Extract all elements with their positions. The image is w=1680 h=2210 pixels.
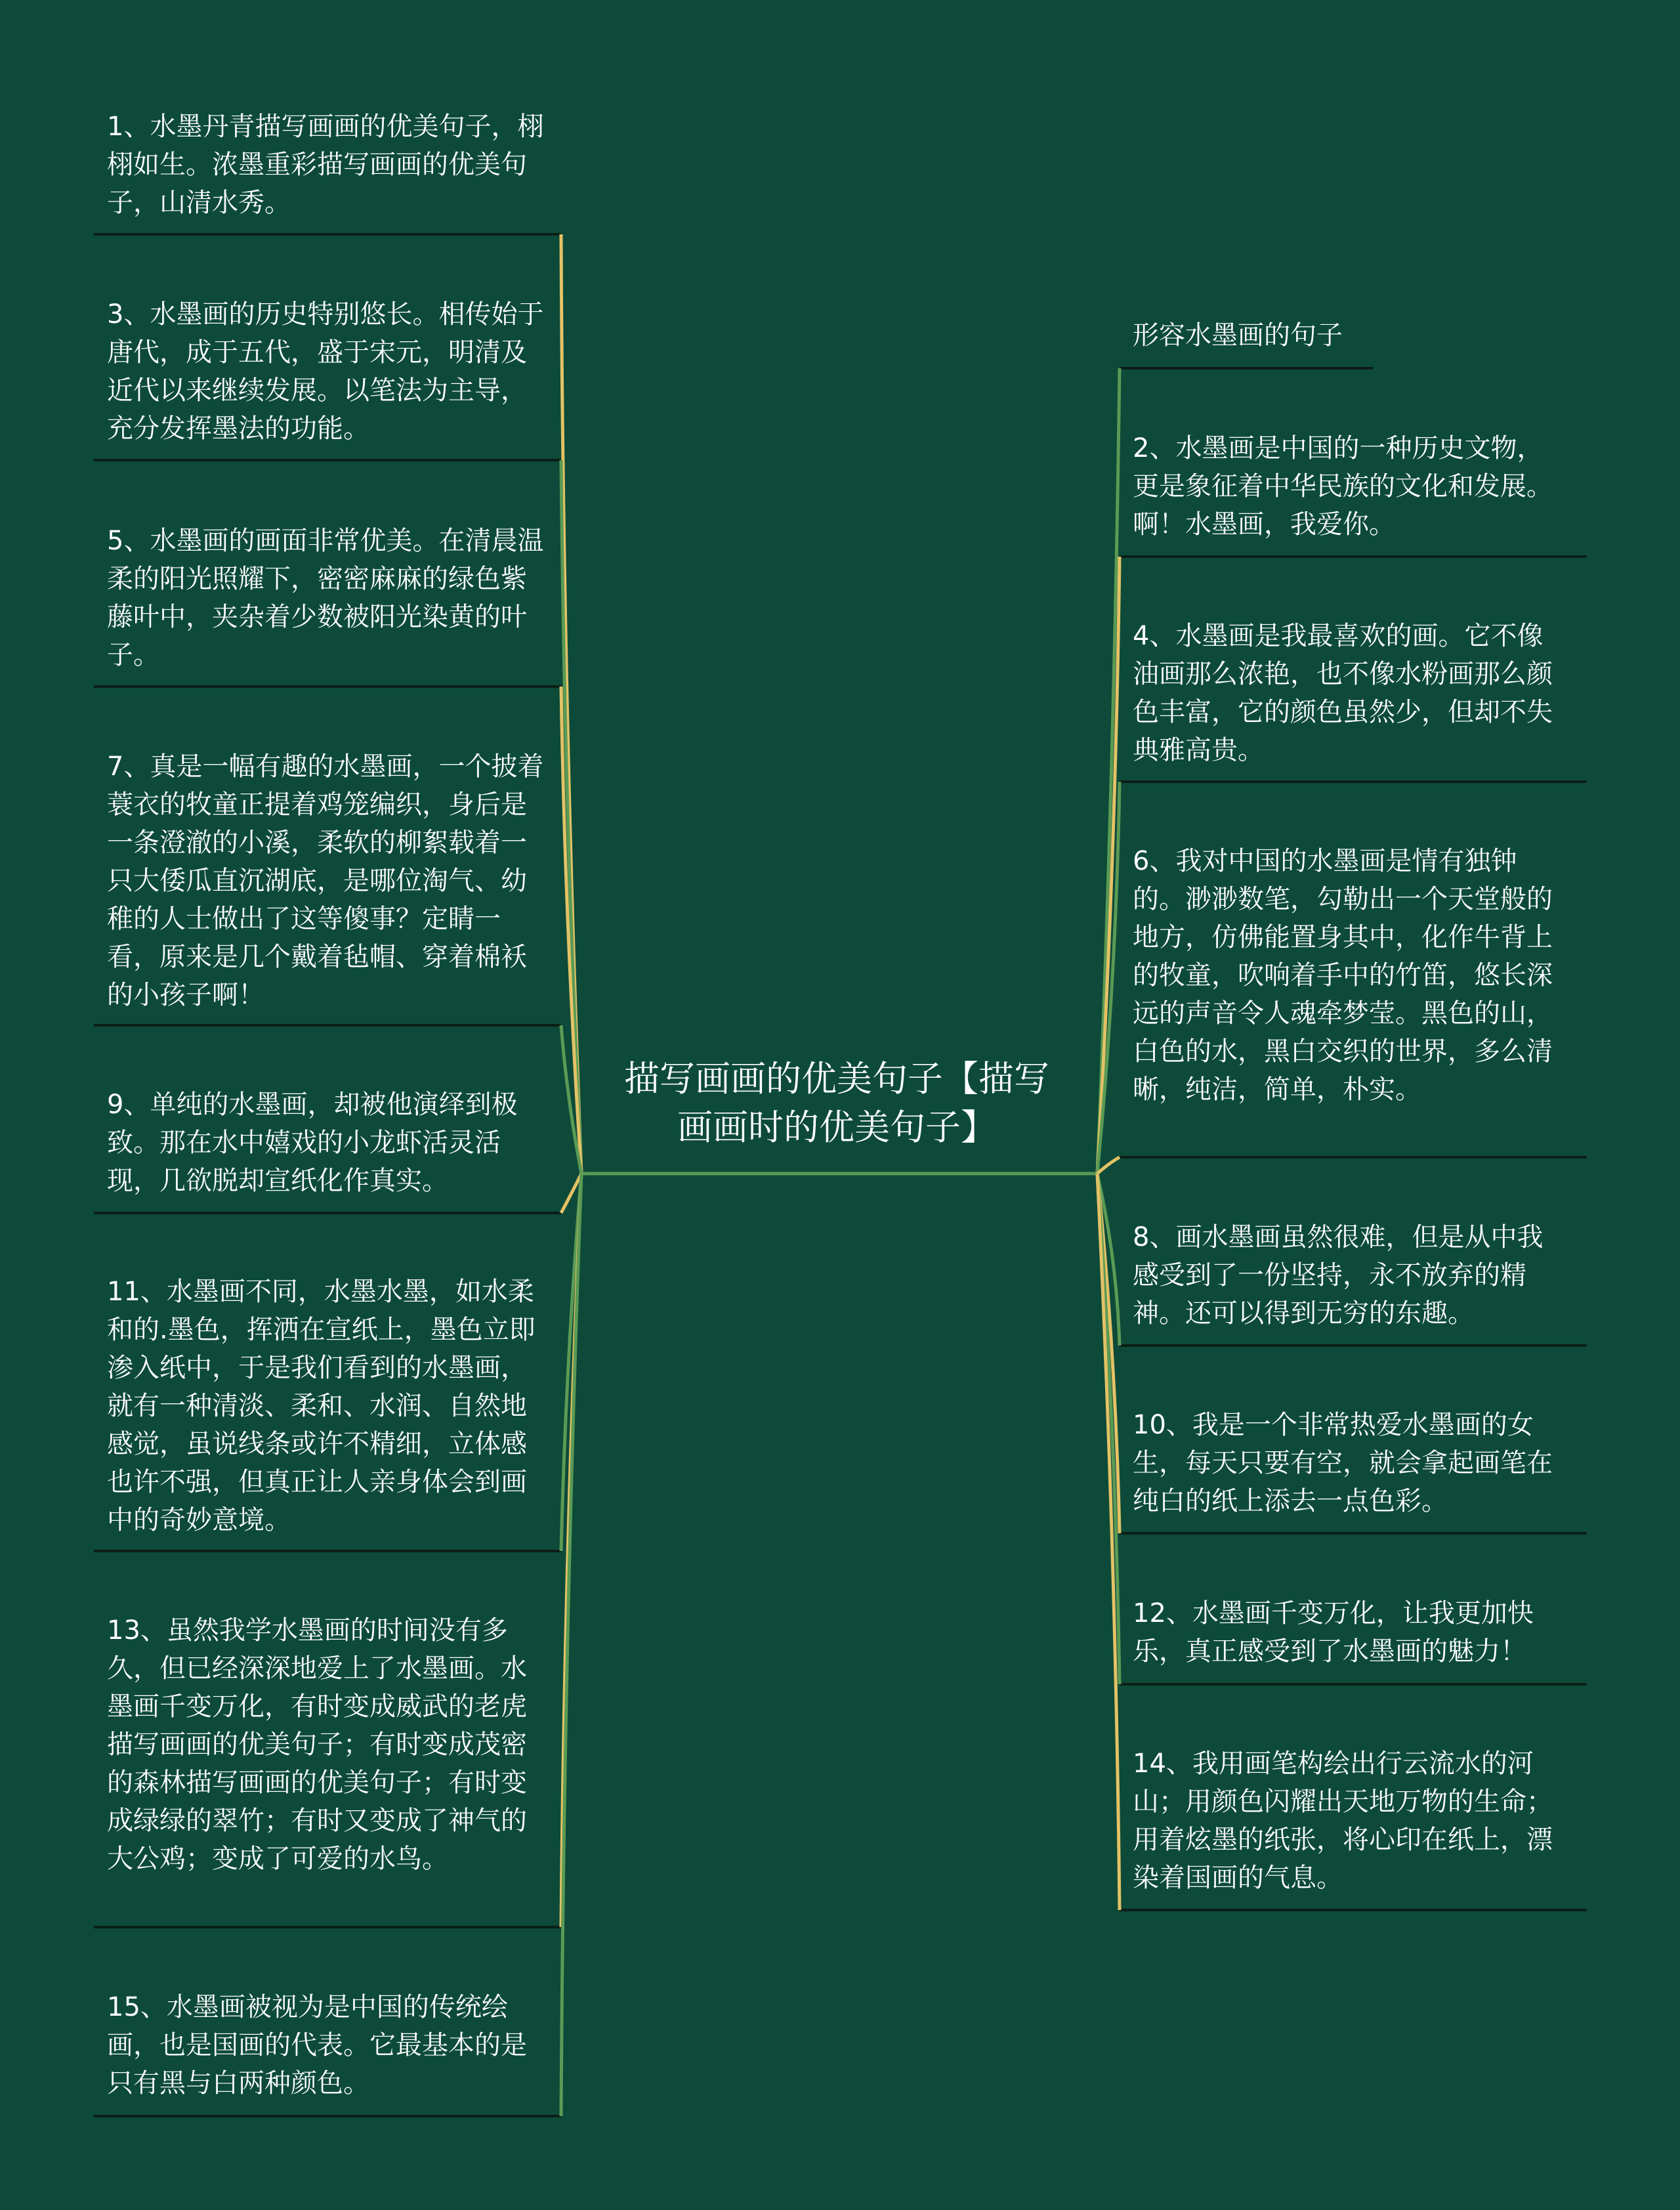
right-node-6: 6、我对中国的水墨画是情有独钟的。渺渺数笔，勾勒出一个天堂般的地方，仿佛能置身其中，化作牛背上的牧童，吹响着手中的竹笛，悠长深远的声音令人魂牵梦莹。黑色的山，白色的水，黑白交织的世界，多么清晰，纯洁，简单，朴实。 (1133, 846, 1553, 1105)
left-node-1: 1、水墨丹青描写画画的优美句子，栩栩如生。浓墨重彩描写画画的优美句子，山清水秀。 (107, 112, 544, 218)
left-node-7: 7、真是一幅有趣的水墨画，一个披着蓑衣的牧童正提着鸡笼编织，身后是一条澄澈的小溪，柔软的柳絮载着一只大倭瓜直沉湖底，是哪位淘气、幼稚的人士做出了这等傻事？定睛一看，原来是几个戴着毡帽、穿着棉袄的小孩子啊！ (107, 752, 544, 1010)
root-topic: 描写画画的优美句子【描写画画时的优美句子】 (624, 1058, 1049, 1148)
left-node-9: 9、单纯的水墨画，却被他演绎到极致。那在水中嬉戏的小龙虾活灵活现，几欲脱却宣纸化作真实。 (107, 1090, 518, 1196)
right-node-8: 8、画水墨画虽然很难，但是从中我感受到了一份坚持，永不放弃的精神。还可以得到无穷的东趣。 (1133, 1222, 1544, 1328)
left-node-11: 11、水墨画不同，水墨水墨，如水柔和的.墨色，挥洒在宣纸上，墨色立即渗入纸中，于是我们看到的水墨画，就有一种清淡、柔和、水润、自然地感觉，虽说线条或许不精细，立体感也许不强，但真正让人亲身体会到画中的奇妙意境。 (107, 1277, 536, 1535)
left-node-13: 13、虽然我学水墨画的时间没有多久，但已经深深地爱上了水墨画。水墨画千变万化，有时变成威武的老虎描写画画的优美句子；有时变成茂密的森林描写画画的优美句子；有时变成绿绿的翠竹；有时又变成了神气的大公鸡；变成了可爱的水鸟。 (107, 1615, 527, 1874)
right-node-10: 10、我是一个非常热爱水墨画的女生，每天只要有空，就会拿起画笔在纯白的纸上添去一点色彩。 (1133, 1410, 1553, 1516)
branch-right-6 (1097, 1157, 1120, 1174)
right-node-14: 14、我用画笔构绘出行云流水的河山；用颜色闪耀出天地万物的生命；用着炫墨的纸张，将心印在纸上，漂染着国画的气息。 (1133, 1749, 1553, 1893)
right-node-4: 4、水墨画是我最喜欢的画。它不像油画那么浓艳，也不像水粉画那么颜色丰富，它的颜色虽然少，但却不失典雅高贵。 (1133, 621, 1553, 765)
left-node-3: 3、水墨画的历史特别悠长。相传始于唐代，成于五代，盛于宋元，明清及近代以来继续发展。以笔法为主导，充分发挥墨法的功能。 (107, 299, 544, 444)
right-node-2: 2、水墨画是中国的一种历史文物，更是象征着中华民族的文化和发展。啊！水墨画，我爱你。 (1133, 433, 1553, 540)
left-node-15: 15、水墨画被视为是中国的传统绘画，也是国画的代表。它最基本的是只有黑与白两种颜色。 (107, 1992, 527, 2098)
subtitle-node: 形容水墨画的句子 (1133, 320, 1343, 351)
left-node-5: 5、水墨画的画面非常优美。在清晨温柔的阳光照耀下，密密麻麻的绿色紫藤叶中，夹杂着少数被阳光染黄的叶子。 (107, 526, 544, 670)
right-node-12: 12、水墨画千变万化，让我更加快乐，真正感受到了水墨画的魅力！ (1133, 1598, 1534, 1667)
